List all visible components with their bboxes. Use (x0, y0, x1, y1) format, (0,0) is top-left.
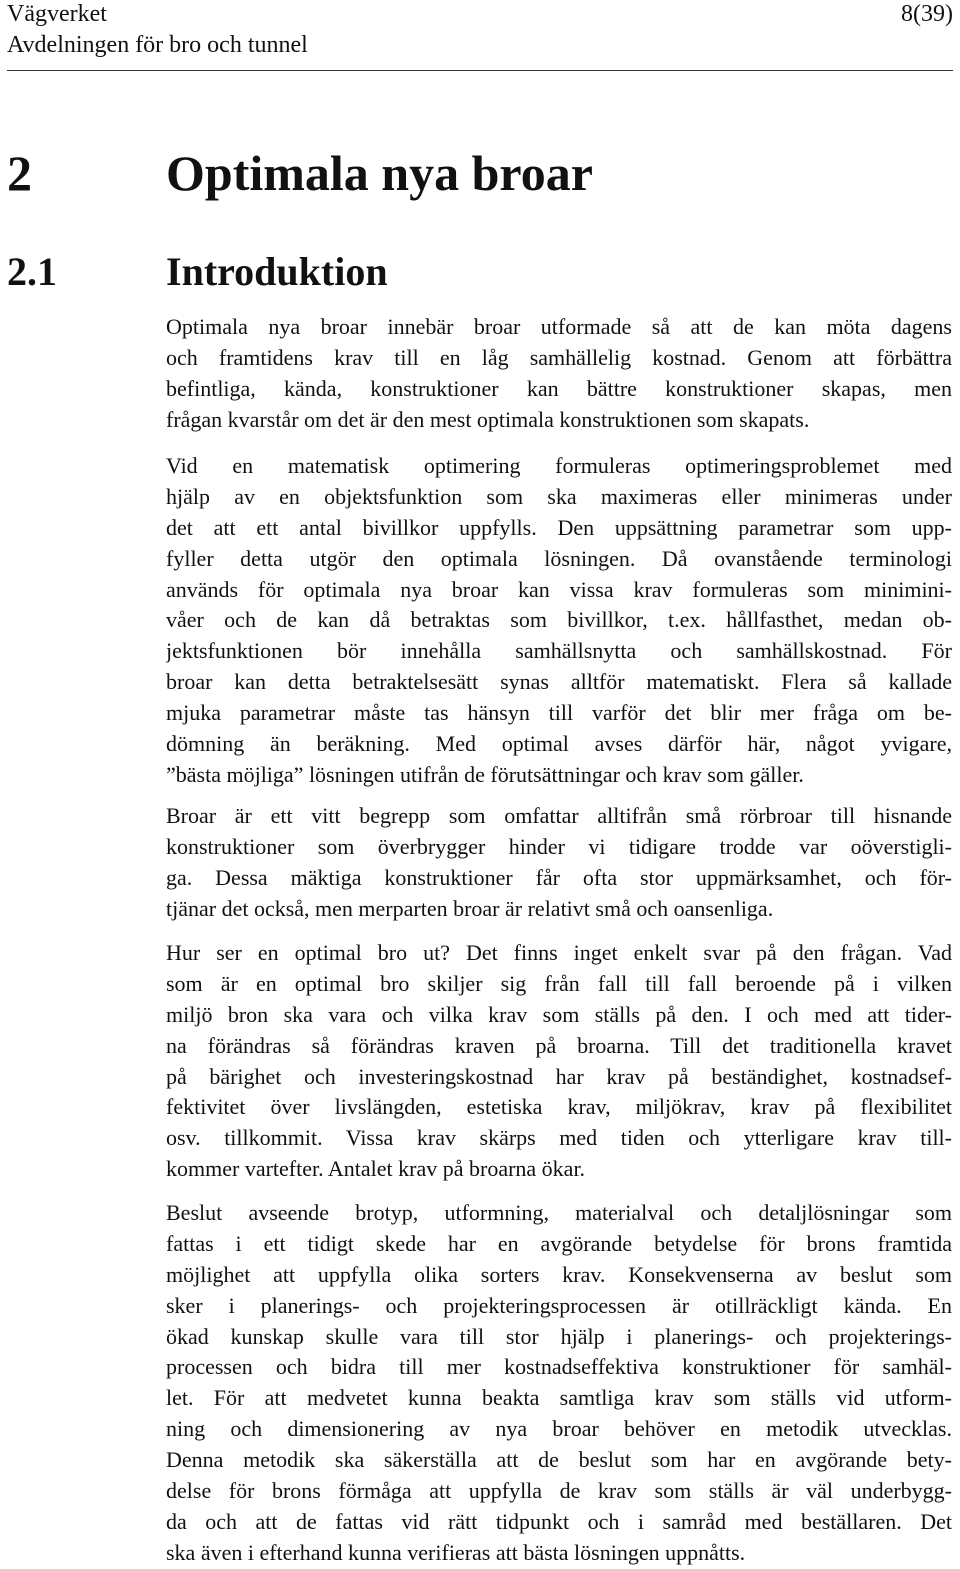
text-line: konstruktioner som överbrygger hinder vi tidigare trodde var oöverstigli- (166, 833, 952, 859)
text-line: hjälp av en objektsfunktion som ska maximeras eller minimeras under (166, 483, 952, 509)
text-line: kommer vartefter. Antalet krav på broarna ökar. (166, 1156, 586, 1182)
paragraph-bridges (166, 801, 952, 925)
text-line: används för optimala nya broar kan vissa krav formuleras som minimini- (166, 576, 952, 602)
text-line: på bärighet och investeringskostnad har krav på beständighet, kostnadsef- (166, 1063, 952, 1089)
chapter-title: Optimala nya broar (166, 145, 593, 201)
text-line: processen och bidra till mer kostnadseffektiva konstruktioner för samhäl- (166, 1354, 952, 1380)
text-line: befintliga, kända, konstruktioner kan bättre konstruktioner skapas, men (166, 375, 952, 401)
text-line: jektsfunktionen bör innehålla samhällsnytta och samhällskostnad. För (166, 638, 952, 664)
text-line: dömning än beräkning. Med optimal avses därför här, något yvigare, (166, 731, 952, 757)
text-line: sker i planerings- och projekteringsprocessen är otillräckligt kända. En (166, 1292, 952, 1318)
text-line: fektivitet över livslängden, estetiska krav, miljökrav, krav på flexibilitet (166, 1094, 952, 1120)
text-line: da och att de fattas vid rätt tidpunkt och i samråd med beställaren. Det (166, 1508, 952, 1534)
text-line: ”bästa möjliga” lösningen utifrån de förutsättningar och krav som gäller. (166, 761, 804, 787)
text-line: Hur ser en optimal bro ut? Det finns inget enkelt svar på den frågan. Vad (166, 940, 952, 965)
section-number: 2.1 (7, 249, 57, 294)
paragraph-optimal-bridge (166, 938, 952, 1185)
text-line: och framtidens krav till en låg samhällelig kostnad. Genom att förbättra (166, 344, 952, 370)
text-line: osv. tillkommit. Vissa krav skärps med tiden och ytterligare krav till- (166, 1125, 952, 1151)
text-line: ska även i efterhand kunna verifieras att bästa lösningen uppnåtts. (166, 1539, 746, 1565)
text-line: Beslut avseende brotyp, utformning, materialval och detaljlösningar som (166, 1200, 952, 1225)
text-line: tjänar det också, men merparten broar är relativt små och oansenliga. (166, 895, 774, 921)
text-line: som är en optimal bro skiljer sig från fall till fall beroende på i vilken (166, 970, 952, 996)
text-line: ga. Dessa mäktiga konstruktioner får ofta stor uppmärksamhet, och för- (166, 864, 952, 890)
text-line: Denna metodik ska säkerställa att de beslut som har en avgörande bety- (166, 1447, 952, 1473)
chapter-number: 2 (7, 145, 32, 201)
text-line: fattas i ett tidigt skede har en avgörande betydelse för brons framtida (166, 1230, 952, 1256)
header-department: Avdelningen för bro och tunnel (7, 32, 308, 58)
text-line: möjlighet att uppfylla olika sorters krav. Konsekvenserna av beslut som (166, 1261, 952, 1287)
text-line: det att ett antal bivillkor uppfylls. Den uppsättning parametrar som upp- (166, 514, 952, 540)
paragraph-optimization (166, 451, 952, 791)
text-line: Broar är ett vitt begrepp som omfattar alltifrån små rörbroar till hisnande (166, 803, 952, 828)
paragraph-decisions (166, 1198, 952, 1569)
text-line: let. För att medvetet kunna beakta samtliga krav som ställs vid utform- (166, 1385, 952, 1411)
text-line: ning och dimensionering av nya broar behöver en metodik utvecklas. (166, 1416, 952, 1442)
text-line: mjuka parametrar måste tas hänsyn till varför det blir mer fråga om be- (166, 700, 952, 726)
section-title: Introduktion (166, 249, 388, 294)
text-line: delse för brons förmåga att uppfylla de krav som ställs är väl underbygg- (166, 1478, 952, 1504)
text-line: broar kan detta betraktelsesätt synas alltför matematiskt. Flera så kallade (166, 669, 952, 695)
text-line: ökad kunskap skulle vara till stor hjälp i planerings- och projekterings- (166, 1323, 952, 1349)
page-number: 8(39) (901, 1, 953, 27)
text-line: miljö bron ska vara och vilka krav som ställs på den. I och med att tider- (166, 1001, 952, 1027)
text-line: Optimala nya broar innebär broar utformade så att de kan möta dagens (166, 314, 952, 339)
text-line: na förändras så förändras kraven på broarna. Till det traditionella kravet (166, 1032, 952, 1058)
text-line: fyller detta utgör den optimala lösningen. Då ovanstående terminologi (166, 545, 952, 571)
text-line: våer och de kan då betraktas som bivillkor, t.ex. hållfasthet, medan ob- (166, 607, 952, 633)
paragraph-intro (166, 312, 952, 436)
text-line: Vid en matematisk optimering formuleras optimeringsproblemet med (166, 453, 952, 478)
header-organization: Vägverket (7, 1, 107, 27)
text-line: frågan kvarstår om det är den mest optimala konstruktionen som skapats. (166, 406, 810, 432)
page-header (7, 0, 953, 71)
